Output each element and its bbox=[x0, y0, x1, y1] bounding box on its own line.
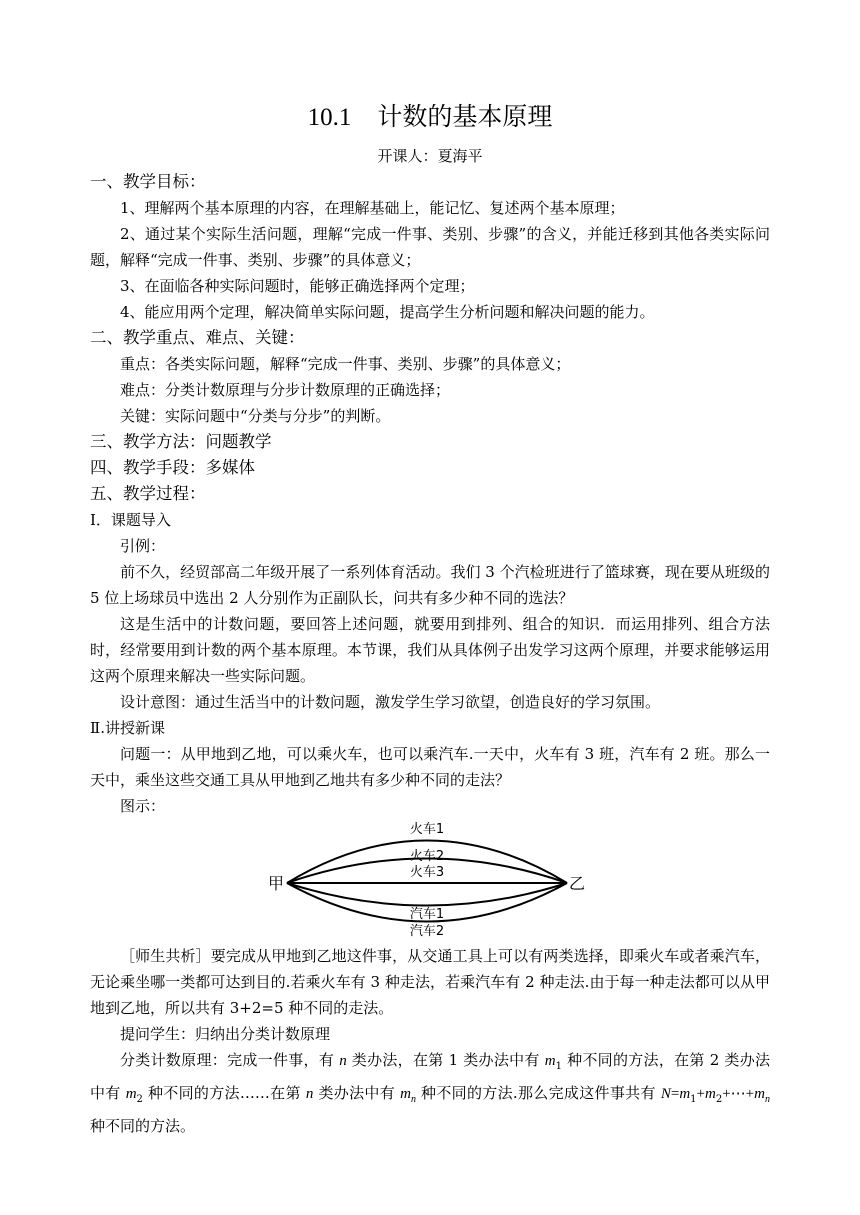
route-label-train-1: 火车1 bbox=[409, 822, 445, 837]
explanation-paragraph: 这是生活中的计数问题，要回答上述问题，就要用到排列、组合的知识．而运用排列、组合方法时，经常要用到计数的两个基本原理。本节课，我们从具体例子出发学习这两个原理，并要求能够运用这两个原理来解决一些实际问题。 bbox=[90, 615, 770, 685]
page-title bbox=[90, 100, 770, 135]
route-diagram-svg bbox=[90, 821, 770, 939]
analysis-paragraph: ［师生共析］要完成从甲地到乙地这件事，从交通工具上可以有两类选择，即乘火车或者乘汽车，无论乘坐哪一类都可达到目的.若乘火车有 3 种走法，若乘汽车有 2 种走法.由于每一种走法都可以从甲地到乙地，所以共有 3+2=5 种不同的走法。 bbox=[90, 947, 770, 1017]
section-3-heading: 三、教学方法：问题教学 bbox=[90, 432, 272, 451]
route-diagram bbox=[90, 821, 770, 939]
section-4-heading: 四、教学手段：多媒体 bbox=[90, 458, 255, 477]
title-text: 计数的基本原理 bbox=[377, 102, 553, 131]
problem-one: 问题一：从甲地到乙地，可以乘火车，也可以乘汽车.一天中，火车有 3 班，汽车有 2 班。那么一天中，乘坐这些交通工具从甲地到乙地共有多少种不同的走法？ bbox=[90, 745, 770, 789]
design-intent: 设计意图：通过生活当中的计数问题，激发学生学习欲望，创造良好的学习氛围。 bbox=[120, 693, 661, 711]
route-label-bus-1: 汽车1 bbox=[409, 907, 445, 922]
critical-point: 关键：实际问题中“分类与分步”的判断。 bbox=[120, 407, 391, 425]
objective-4: 4、能应用两个定理，解决简单实际问题，提高学生分析问题和解决问题的能力。 bbox=[120, 303, 655, 321]
section-5-heading: 五、教学过程： bbox=[90, 484, 206, 503]
example-label: 引例： bbox=[120, 537, 166, 555]
document-page bbox=[90, 100, 770, 1139]
route-label-bus-2: 汽车2 bbox=[409, 924, 445, 939]
objective-2: 2、通过某个实际生活问题，理解“完成一件事、类别、步骤”的含义，并能迁移到其他各类实际问题，解释“完成一件事、类别、步骤”的具体意义； bbox=[90, 225, 770, 269]
ask-students: 提问学生：归纳出分类计数原理 bbox=[120, 1025, 331, 1043]
route-label-train-3: 火车3 bbox=[409, 865, 445, 880]
objective-3: 3、在面临各种实际问题时，能够正确选择两个定理； bbox=[120, 277, 475, 295]
example-paragraph: 前不久，经贸部高二年级开展了一系列体育活动。我们 3 个汽检班进行了篮球赛，现在要从班级的 5 位上场球员中选出 2 人分别作为正副队长，问共有多少种不同的选法？ bbox=[90, 563, 770, 607]
figure-label: 图示： bbox=[120, 797, 166, 815]
part-1-heading: Ⅰ．课题导入 bbox=[90, 511, 171, 529]
part-2-heading: Ⅱ.讲授新课 bbox=[90, 719, 165, 737]
title-number: 10.1 bbox=[307, 104, 352, 131]
section-1-heading: 一、教学目标： bbox=[90, 172, 206, 191]
objective-1: 1、理解两个基本原理的内容，在理解基础上，能记忆、复述两个基本原理； bbox=[120, 199, 625, 217]
section-2-heading: 二、教学重点、难点、关键： bbox=[90, 328, 305, 347]
difficult-point: 难点：分类计数原理与分步计数原理的正确选择； bbox=[120, 381, 451, 399]
route-label-train-2: 火车2 bbox=[409, 849, 445, 864]
addition-principle: 分类计数原理：完成一件事，有 n 类办法，在第 1 类办法中有 $m_1$ 种不同的方法，在第 2 类办法中有 $m_2$ 种不同的方法……在第 n 类办法中有 $m_n$ 种不同的方法.那么完成这件事共有 $N=m_1+m_2+\cdots+m_n$ 种不同的方法。 bbox=[90, 1051, 770, 1135]
start-point-label: 甲 bbox=[268, 874, 285, 893]
author-line: 开课人：夏海平 bbox=[377, 147, 483, 165]
key-point: 重点：各类实际问题，解释“完成一件事、类别、步骤”的具体意义； bbox=[120, 355, 571, 373]
end-point-label: 乙 bbox=[569, 874, 586, 893]
